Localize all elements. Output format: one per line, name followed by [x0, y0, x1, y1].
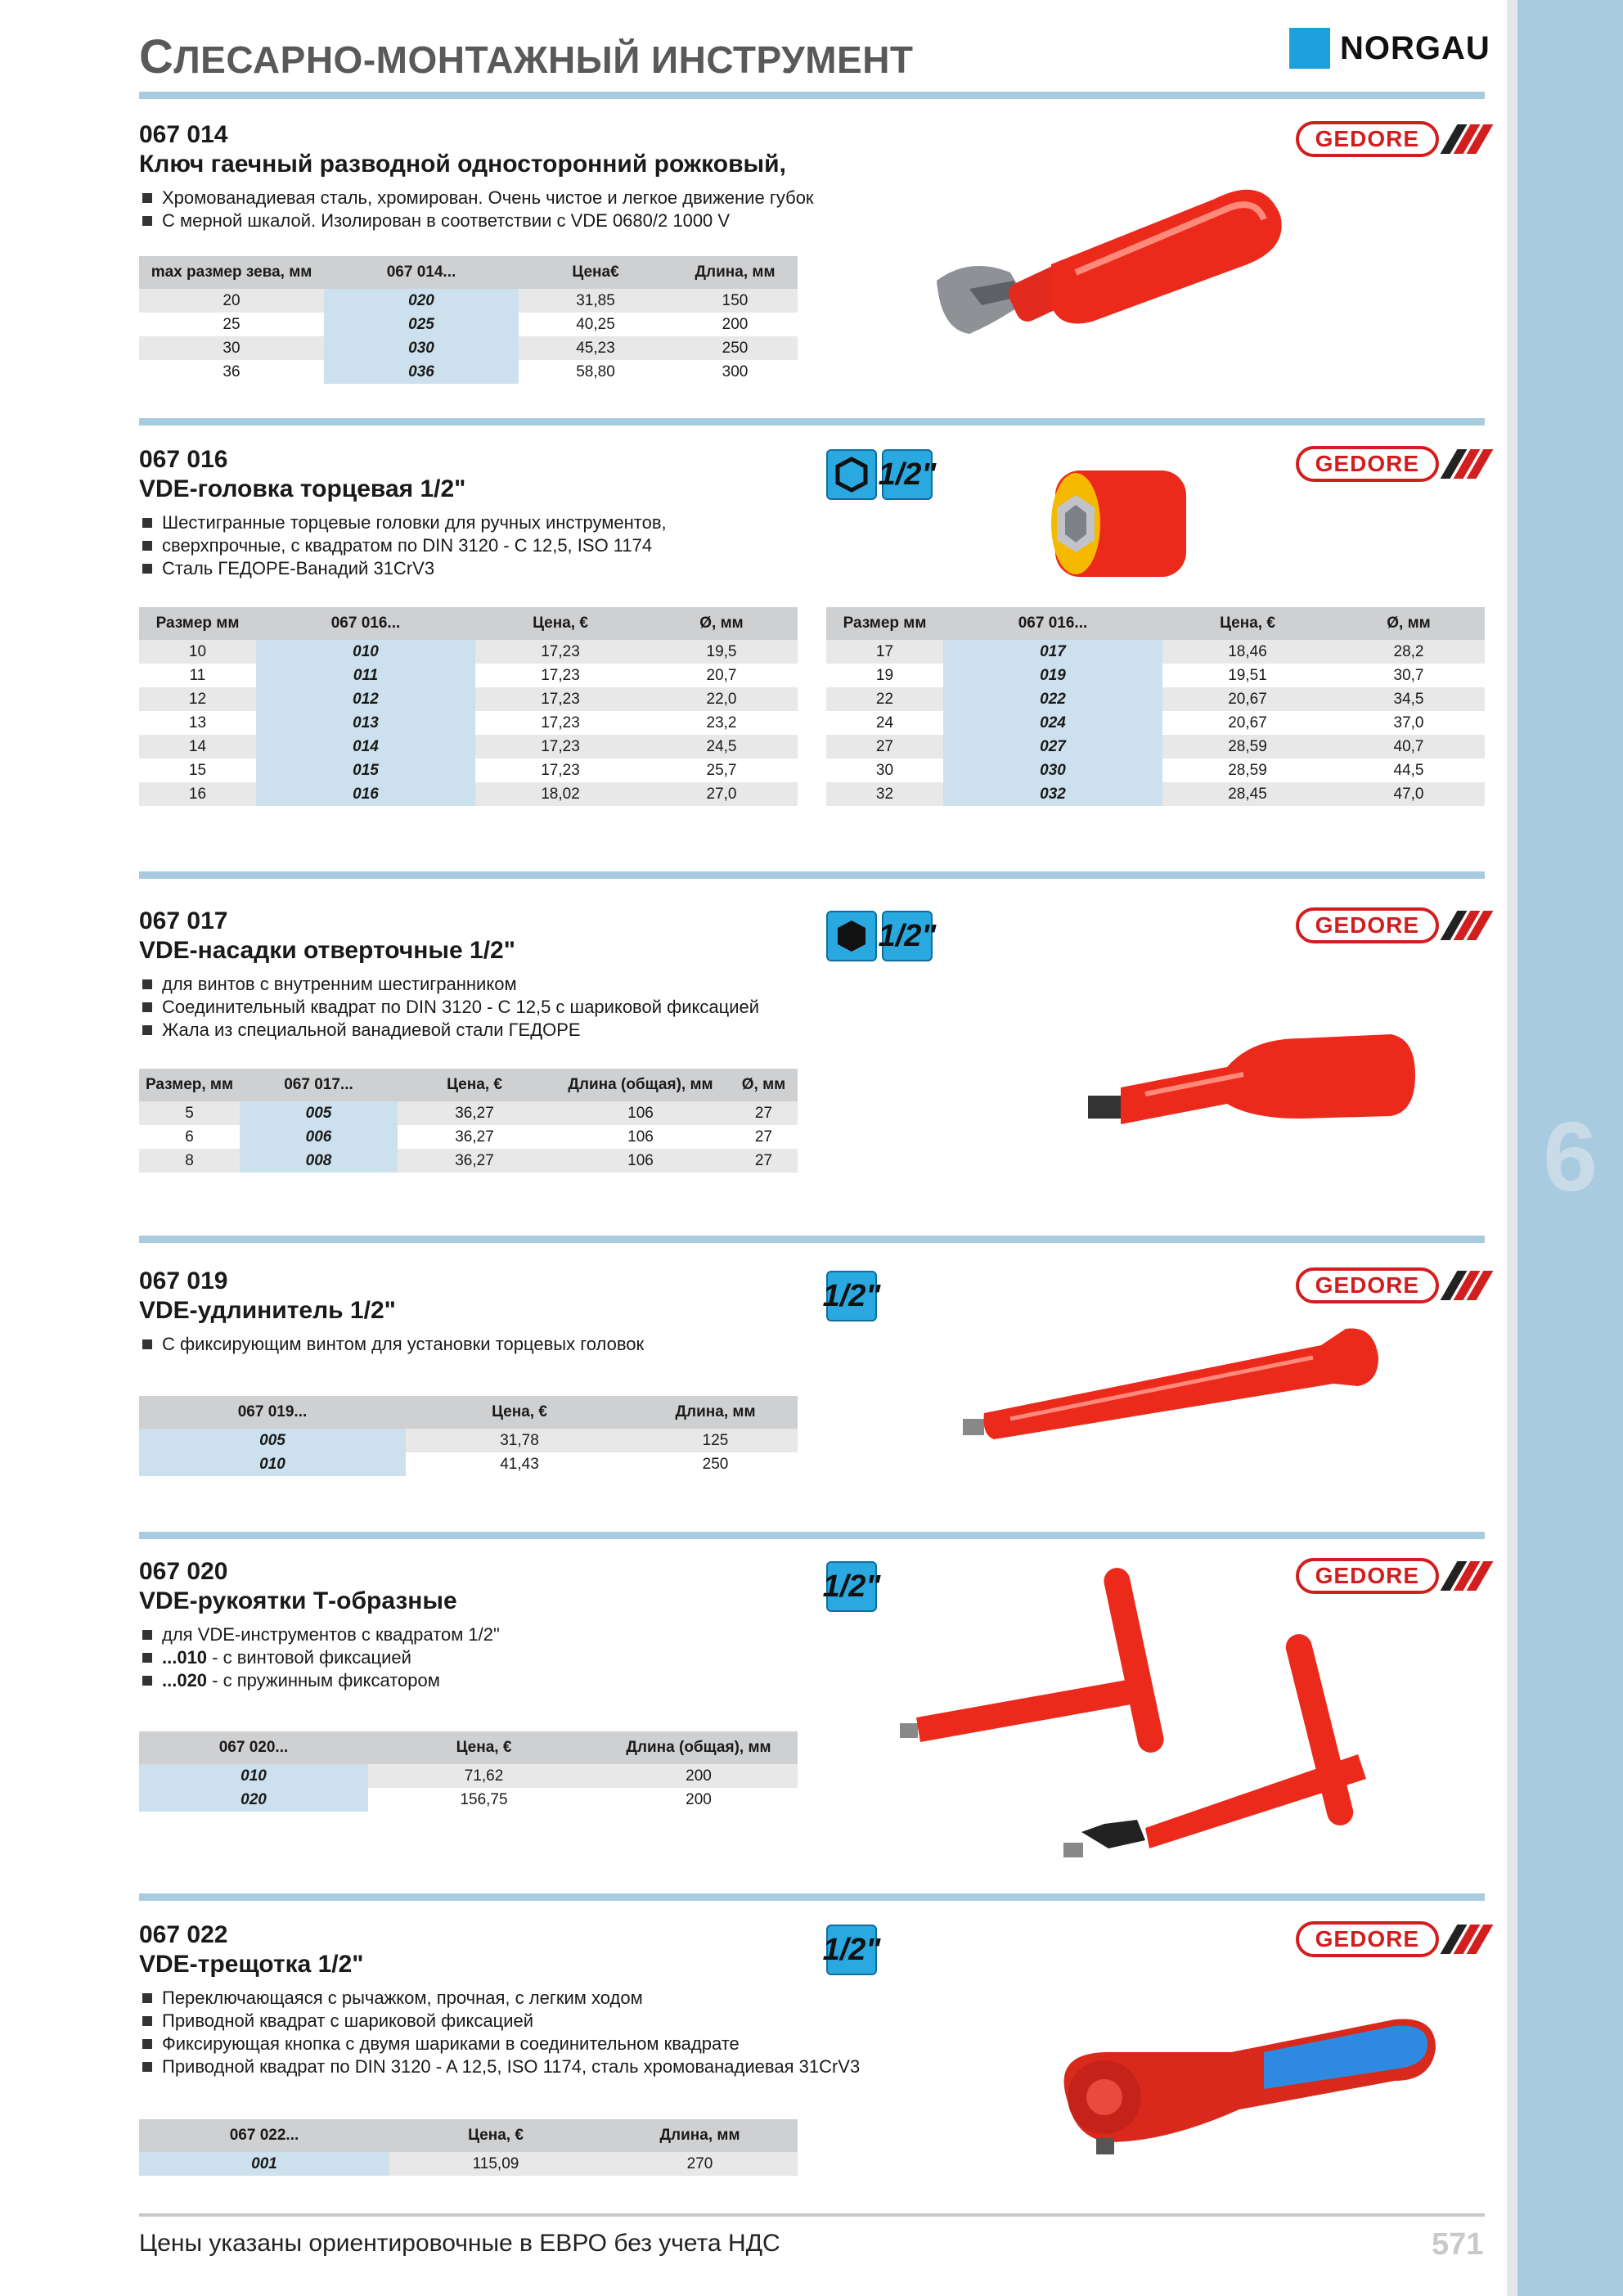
column-header: Ø, мм: [1333, 607, 1485, 640]
column-header: 067 016...: [943, 607, 1162, 640]
feature-list: [139, 187, 814, 232]
product-section-067016: [139, 446, 1485, 855]
price-table: [139, 1069, 798, 1173]
feature-item: Хромованадиевая сталь, хромирован. Очень чистое и легкое движение губок: [139, 187, 814, 209]
product-code: 067 016: [139, 446, 228, 473]
page-number: 571: [1432, 2227, 1484, 2262]
hex-key-icon: [826, 911, 877, 961]
column-header: Цена, €: [368, 1731, 600, 1764]
product-name: VDE-удлинитель 1/2": [139, 1297, 396, 1324]
badge-group: [826, 911, 937, 961]
badge-group: [822, 1561, 881, 1612]
product-section-067020: [139, 1558, 1485, 1877]
column-header: Длина (общая), мм: [551, 1069, 730, 1101]
gedore-logo: GEDORE: [1296, 907, 1485, 943]
section-rule: [139, 871, 1485, 879]
half-inch-icon: 1/2": [826, 1561, 877, 1612]
table-row: 16 016 18,02 27,0: [139, 782, 798, 806]
table-row: 27 027 28,59 40,7: [826, 735, 1485, 759]
column-header: 067 016...: [256, 607, 475, 640]
gedore-logo: GEDORE: [1296, 1921, 1485, 1957]
feature-item: ...010 - с винтовой фиксацией: [139, 1646, 500, 1669]
table-row: 010 41,43 250: [139, 1452, 798, 1476]
table-row: 32 032 28,45 47,0: [826, 782, 1485, 806]
price-table: [139, 1731, 798, 1812]
feature-item: Переключающаяся с рычажком, прочная, с легким ходом: [139, 1987, 860, 2010]
column-header: 067 022...: [139, 2119, 389, 2152]
feature-item: Жала из специальной ванадиевой стали ГЕДОРЕ: [139, 1019, 759, 1042]
badge-group: [822, 1925, 881, 1975]
adjustable-wrench-image: [920, 166, 1346, 395]
half-inch-icon: 1/2": [826, 1271, 877, 1321]
gedore-logo: GEDORE: [1296, 1267, 1485, 1303]
price-table: [139, 2119, 798, 2176]
column-header: max размер зева, мм: [139, 256, 324, 289]
column-header: Цена, €: [1162, 607, 1333, 640]
section-rule: [139, 418, 1485, 425]
column-header: Цена, €: [475, 607, 645, 640]
product-code: 067 017: [139, 907, 228, 934]
price-table-right: [826, 607, 1485, 806]
product-section-067019: [139, 1267, 1485, 1513]
price-table-left: [139, 607, 798, 806]
product-name: VDE-трещотка 1/2": [139, 1951, 364, 1978]
feature-item: Шестигранные торцевые головки для ручных инструментов,: [139, 511, 667, 534]
column-header: Цена, €: [389, 2119, 602, 2152]
table-row: 17 017 18,46 28,2: [826, 640, 1485, 664]
feature-list: [139, 511, 667, 580]
column-header: Размер мм: [826, 607, 943, 640]
product-code: 067 022: [139, 1921, 228, 1948]
feature-item: сверхпрочные, с квадратом по DIN 3120 - C 12,5, ISO 1174: [139, 534, 667, 557]
product-name: VDE-рукоятки Т-образные: [139, 1587, 457, 1614]
column-header: Размер мм: [139, 607, 256, 640]
table-row: 20 020 31,85 150: [139, 289, 798, 313]
table-row: 30 030 45,23 250: [139, 336, 798, 360]
table-row: 25 025 40,25 200: [139, 313, 798, 336]
section-rule: [139, 1532, 1485, 1539]
price-table: [139, 1396, 798, 1476]
table-row: 8 008 36,27 106 27: [139, 1149, 798, 1173]
table-row: 36 036 58,80 300: [139, 360, 798, 384]
column-header: Длина, мм: [633, 1396, 798, 1429]
price-table: [139, 256, 798, 384]
gedore-logo: GEDORE: [1296, 121, 1485, 157]
footer-rule: [139, 2213, 1485, 2217]
column-header: Ø, мм: [645, 607, 798, 640]
chapter-number: 6: [1543, 1102, 1598, 1212]
feature-item: для VDE-инструментов с квадратом 1/2": [139, 1623, 500, 1646]
product-name: VDE-насадки отверточные 1/2": [139, 937, 515, 964]
section-rule: [139, 1893, 1485, 1901]
table-row: 005 31,78 125: [139, 1429, 798, 1452]
column-header: Длина (общая), мм: [600, 1731, 798, 1764]
table-row: 11 011 17,23 20,7: [139, 664, 798, 687]
product-section-067014: [139, 121, 1485, 399]
feature-item: С фиксирующим винтом для установки торцевых головок: [139, 1333, 644, 1356]
feature-item: Сталь ГЕДОРЕ-Ванадий 31CrV3: [139, 557, 667, 580]
half-inch-icon: 1/2": [882, 911, 933, 961]
table-row: 10 010 17,23 19,5: [139, 640, 798, 664]
feature-item: С мерной шкалой. Изолирован в соответствии с VDE 0680/2 1000 V: [139, 209, 814, 232]
footer-note: Цены указаны ориентировочные в ЕВРО без учета НДС: [139, 2230, 780, 2257]
column-header: Цена, €: [398, 1069, 551, 1101]
screwdriver-bit-image: [1088, 1022, 1415, 1137]
extension-bar-image: [961, 1317, 1387, 1447]
section-rule: [139, 92, 1485, 99]
table-row: 24 024 20,67 37,0: [826, 711, 1485, 735]
column-header: Длина, мм: [672, 256, 798, 289]
gedore-logo: GEDORE: [1296, 446, 1485, 482]
t-handle-image: [900, 1550, 1407, 1861]
badge-group: [826, 449, 937, 500]
ratchet-image: [1018, 2003, 1444, 2175]
column-header: Ø, мм: [730, 1069, 798, 1101]
table-row: 30 030 28,59 44,5: [826, 759, 1485, 782]
column-header: 067 019...: [139, 1396, 406, 1429]
column-header: 067 017...: [240, 1069, 398, 1101]
badge-group: [822, 1271, 881, 1321]
column-header: Цена, €: [406, 1396, 633, 1429]
feature-item: ...020 - с пружинным фиксатором: [139, 1669, 500, 1692]
column-header: Цена€: [519, 256, 672, 289]
feature-item: для винтов с внутренним шестигранником: [139, 973, 759, 996]
page-title: СЛЕСАРНО-МОНТАЖНЫЙ ИНСТРУМЕНТ: [139, 30, 914, 83]
table-row: 010 71,62 200: [139, 1764, 798, 1788]
feature-list: [139, 1333, 644, 1356]
table-row: 22 022 20,67 34,5: [826, 687, 1485, 711]
column-header: Размер, мм: [139, 1069, 240, 1101]
column-header: 067 020...: [139, 1731, 368, 1764]
half-inch-icon: 1/2": [826, 1925, 877, 1975]
half-inch-icon: 1/2": [882, 449, 933, 500]
feature-list: [139, 973, 759, 1042]
product-section-067022: [139, 1921, 1485, 2199]
socket-image: [1039, 462, 1194, 585]
table-row: 15 015 17,23 25,7: [139, 759, 798, 782]
table-row: 13 013 17,23 23,2: [139, 711, 798, 735]
table-row: 5 005 36,27 106 27: [139, 1101, 798, 1125]
feature-item: Приводной квадрат по DIN 3120 - A 12,5, ISO 1174, сталь хромованадиевая 31CrV3: [139, 2055, 860, 2078]
feature-list: [139, 1623, 500, 1692]
feature-item: Соединительный квадрат по DIN 3120 - C 12,5 с шариковой фиксацией: [139, 996, 759, 1019]
feature-item: Приводной квадрат с шариковой фиксацией: [139, 2010, 860, 2033]
table-row: 6 006 36,27 106 27: [139, 1125, 798, 1149]
product-section-067017: [139, 907, 1485, 1218]
column-header: Длина, мм: [602, 2119, 798, 2152]
feature-list: [139, 1987, 860, 2078]
table-row: 12 012 17,23 22,0: [139, 687, 798, 711]
feature-item: Фиксирующая кнопка с двумя шариками в соединительном квадрате: [139, 2033, 860, 2055]
norgau-logo: NORGAU: [1289, 28, 1490, 69]
table-row: 020 156,75 200: [139, 1788, 798, 1812]
gedore-logo: GEDORE: [1296, 1558, 1485, 1594]
product-code: 067 019: [139, 1267, 228, 1294]
product-name: Ключ гаечный разводной односторонний рожковый,: [139, 151, 786, 178]
table-row: 14 014 17,23 24,5: [139, 735, 798, 759]
side-gap: [1507, 0, 1517, 2296]
table-row: 19 019 19,51 30,7: [826, 664, 1485, 687]
product-name: VDE-головка торцевая 1/2": [139, 475, 466, 502]
section-rule: [139, 1236, 1485, 1243]
product-code: 067 020: [139, 1558, 228, 1585]
column-header: 067 014...: [324, 256, 519, 289]
hex-socket-icon: [826, 449, 877, 500]
product-code: 067 014: [139, 121, 228, 148]
table-row: 001 115,09 270: [139, 2152, 798, 2176]
